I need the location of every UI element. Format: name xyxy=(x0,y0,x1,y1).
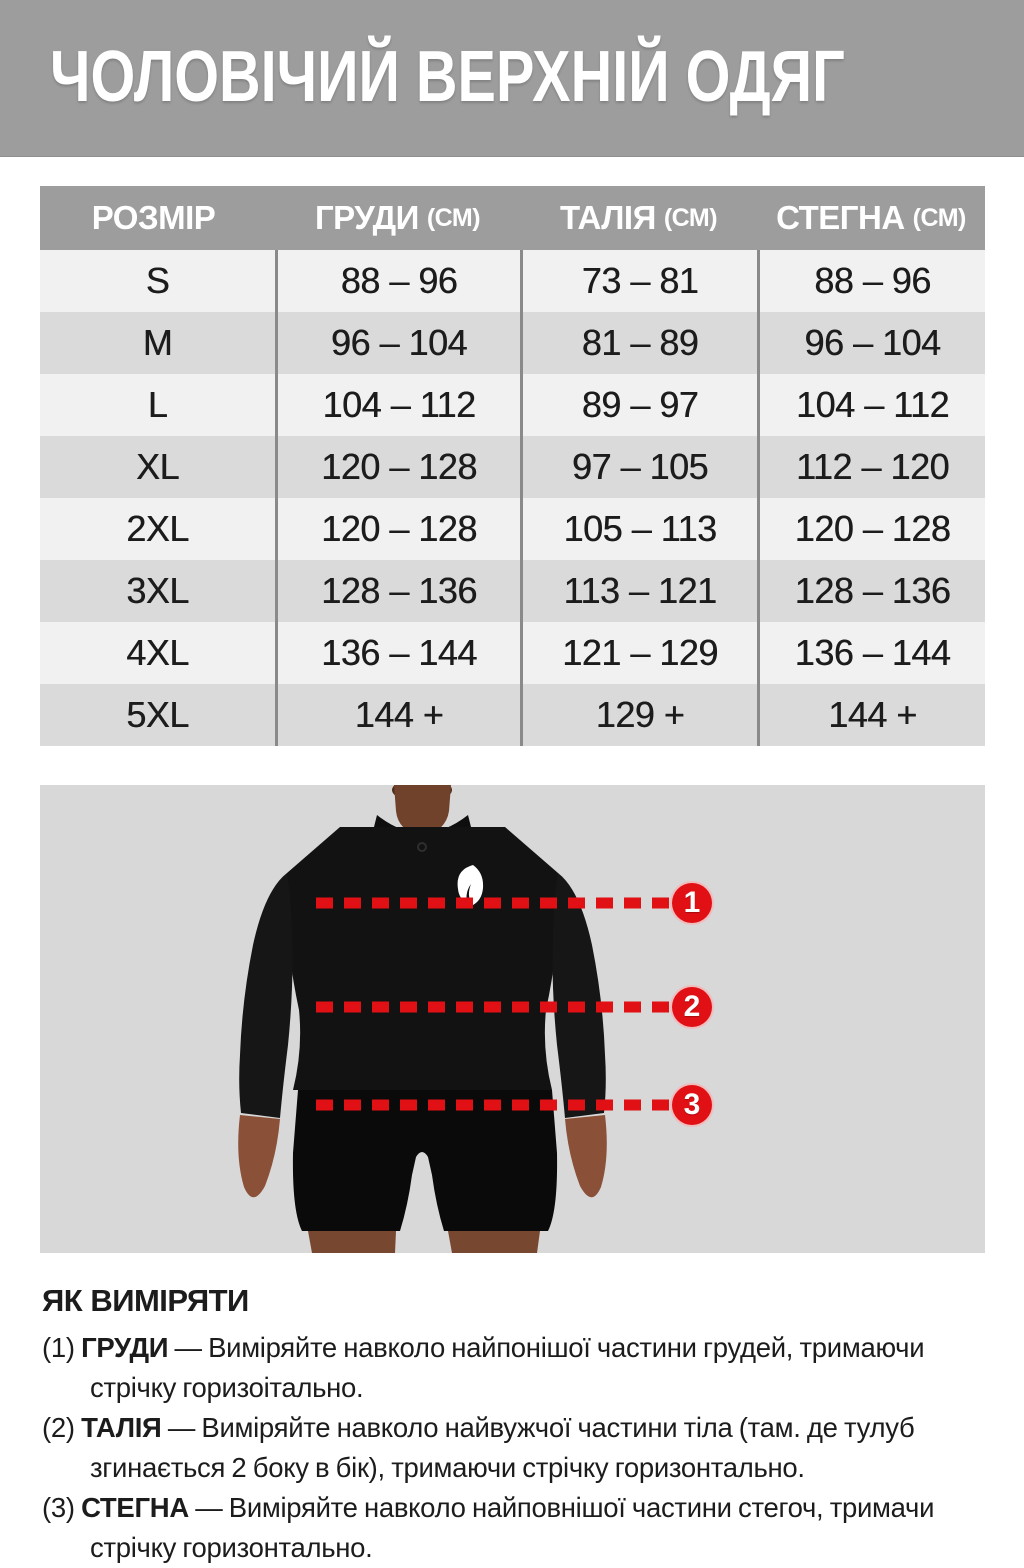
measure-instruction-waist xyxy=(42,1408,992,1488)
cell-hips: 128 – 136 xyxy=(757,560,985,622)
cell-waist: 97 – 105 xyxy=(520,436,757,498)
cell-chest: 136 – 144 xyxy=(275,622,520,684)
instruction-text: — Виміряйте навколо найвужчої частини тіла (там. де тулуб згинається 2 боку в бік), тримаючи стрічку горизонтально. xyxy=(90,1412,915,1483)
instruction-number: (2) xyxy=(42,1412,75,1443)
instruction-text: — Виміряйте навколо найповнішої частини стегоч, тримачи стрічку горизонтально. xyxy=(90,1492,935,1563)
annotation-number: 3 xyxy=(683,1088,701,1121)
header-cell-chest xyxy=(275,186,520,250)
annotation-badge-chest xyxy=(670,881,714,925)
cell-size: S xyxy=(145,260,170,301)
instruction-number: (3) xyxy=(42,1492,75,1523)
measure-instruction-chest xyxy=(42,1328,992,1408)
how-to-measure-section xyxy=(42,1283,992,1568)
cell-waist: 129 + xyxy=(520,684,757,746)
header-cell-hips xyxy=(757,186,985,250)
model-shorts xyxy=(293,1090,557,1231)
cell-size: 5XL xyxy=(126,694,189,735)
header-cell-size xyxy=(40,186,275,250)
size-table xyxy=(40,186,985,746)
annotation-number: 2 xyxy=(683,990,701,1023)
table-row xyxy=(40,250,985,312)
table-row xyxy=(40,684,985,746)
instruction-text: — Виміряйте навколо найпонішої частини грудей, тримаючи стрічку горизоітально. xyxy=(90,1332,925,1403)
annotation-number: 1 xyxy=(683,886,701,919)
cell-waist: 89 – 97 xyxy=(520,374,757,436)
table-row xyxy=(40,560,985,622)
measure-instruction-hips xyxy=(42,1488,992,1568)
table-header-row xyxy=(40,186,985,250)
cell-chest: 120 – 128 xyxy=(275,436,520,498)
cell-size: 4XL xyxy=(126,632,189,673)
table-row xyxy=(40,312,985,374)
cell-hips: 104 – 112 xyxy=(757,374,985,436)
instruction-label: СТЕГНА xyxy=(81,1492,189,1523)
model-legs xyxy=(308,1231,540,1253)
instruction-label: ГРУДИ xyxy=(81,1332,169,1363)
cell-size: 2XL xyxy=(126,508,189,549)
measurement-figure xyxy=(40,785,985,1253)
cell-size: M xyxy=(142,322,173,363)
model-illustration xyxy=(40,785,985,1253)
how-to-measure-heading: ЯК ВИМІРЯТИ xyxy=(42,1283,249,1318)
header-label: СТЕГНА xyxy=(776,199,905,236)
header-banner xyxy=(0,0,1024,157)
instruction-number: (1) xyxy=(42,1332,75,1363)
table-row xyxy=(40,622,985,684)
header-cell-waist xyxy=(520,186,757,250)
cell-size: XL xyxy=(135,446,180,487)
page-title: ЧОЛОВІЧИЙ ВЕРХНІЙ ОДЯГ xyxy=(50,37,845,117)
cell-hips: 96 – 104 xyxy=(757,312,985,374)
model-shirt xyxy=(239,815,606,1118)
cell-chest: 120 – 128 xyxy=(275,498,520,560)
annotation-badge-hips xyxy=(670,1083,714,1127)
cell-hips: 144 + xyxy=(757,684,985,746)
header-label: РОЗМІР xyxy=(91,199,216,236)
cell-size: 3XL xyxy=(126,570,189,611)
header-unit: (СМ) xyxy=(663,203,718,232)
annotation-badge-waist xyxy=(670,985,714,1029)
cell-hips: 136 – 144 xyxy=(757,622,985,684)
cell-chest: 128 – 136 xyxy=(275,560,520,622)
cell-waist: 121 – 129 xyxy=(520,622,757,684)
cell-waist: 113 – 121 xyxy=(520,560,757,622)
cell-chest: 144 + xyxy=(275,684,520,746)
header-unit: (СМ) xyxy=(912,203,966,232)
table-row xyxy=(40,498,985,560)
instruction-label: ТАЛІЯ xyxy=(81,1412,162,1443)
cell-waist: 81 – 89 xyxy=(520,312,757,374)
header-unit: (СМ) xyxy=(426,203,481,232)
cell-chest: 96 – 104 xyxy=(275,312,520,374)
cell-chest: 104 – 112 xyxy=(275,374,520,436)
cell-chest: 88 – 96 xyxy=(275,250,520,312)
header-label: ГРУДИ xyxy=(314,199,419,236)
header-label: ТАЛІЯ xyxy=(559,199,656,236)
table-row xyxy=(40,436,985,498)
cell-hips: 120 – 128 xyxy=(757,498,985,560)
cell-waist: 73 – 81 xyxy=(520,250,757,312)
cell-hips: 88 – 96 xyxy=(757,250,985,312)
cell-hips: 112 – 120 xyxy=(757,436,985,498)
cell-waist: 105 – 113 xyxy=(520,498,757,560)
cell-size: L xyxy=(147,384,168,425)
table-row xyxy=(40,374,985,436)
